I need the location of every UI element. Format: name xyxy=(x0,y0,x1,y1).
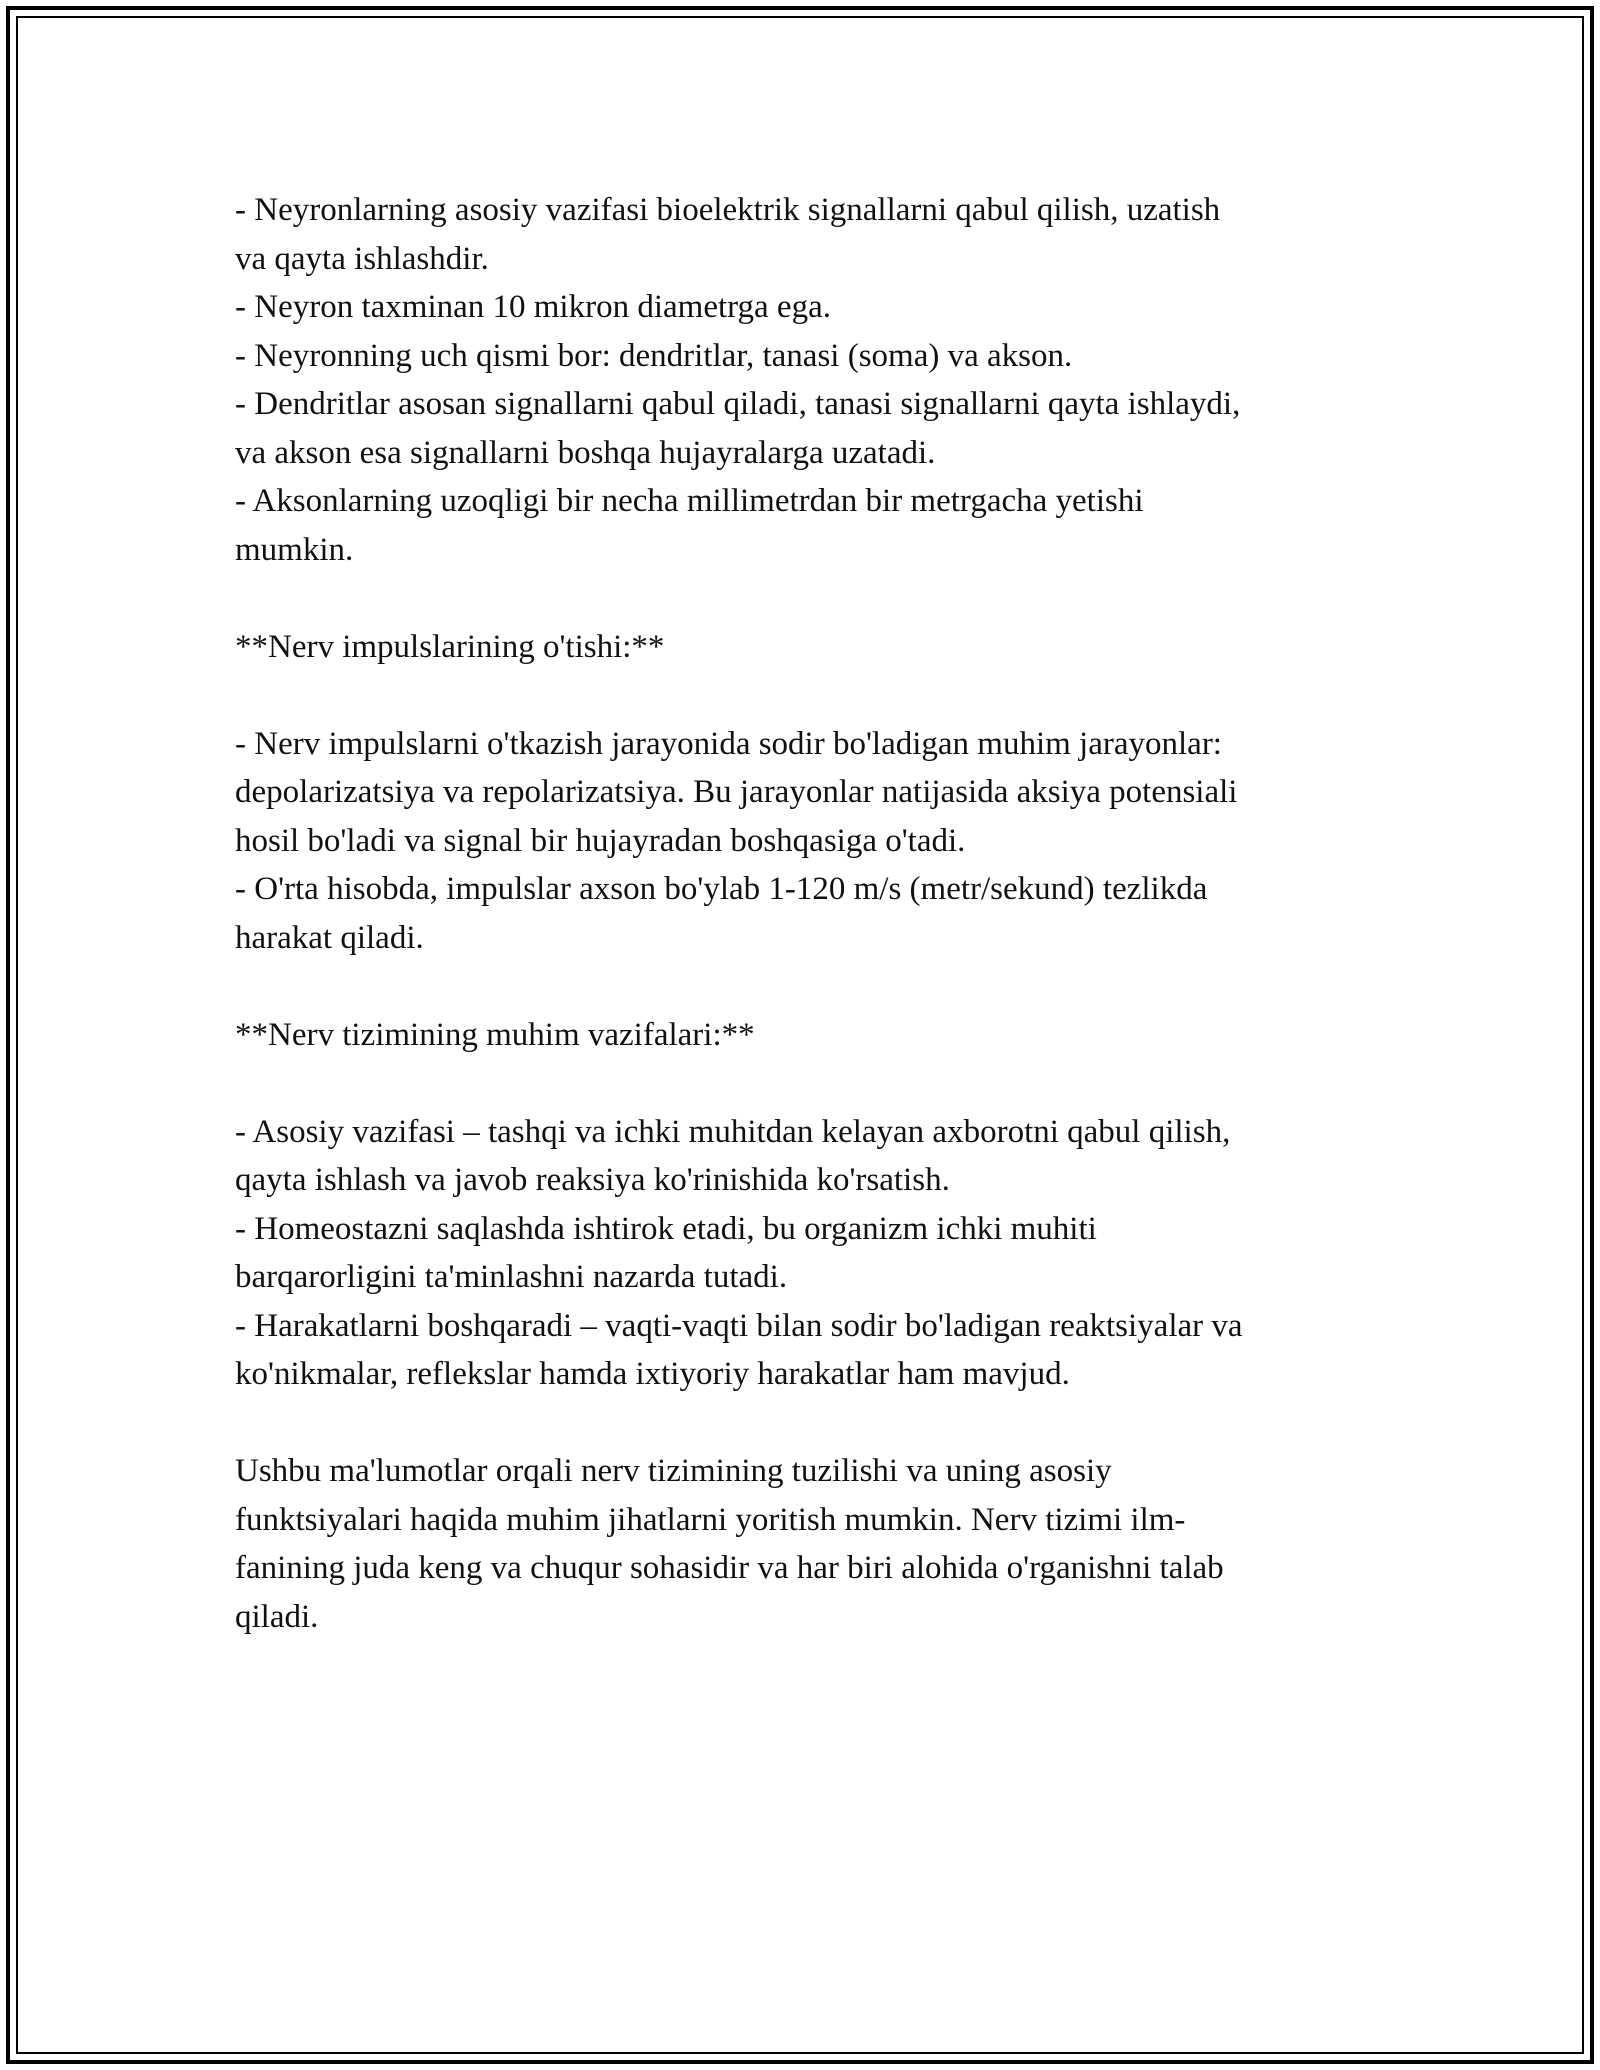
text-line: va akson esa signallarni boshqa hujayralarga uzatadi. xyxy=(235,434,936,471)
paragraph-spacer xyxy=(235,574,1375,623)
text-line: ko'nikmalar, reflekslar hamda ixtiyoriy harakatlar ham mavjud. xyxy=(235,1356,1070,1392)
paragraph-spacer xyxy=(235,1399,1375,1448)
text-line: mumkin. xyxy=(235,531,354,568)
conclusion-line: qiladi. xyxy=(235,1598,319,1635)
text-line: - Neyron taxminan 10 mikron diametrga ega. xyxy=(235,289,831,325)
text-line: - Harakatlarni boshqaradi – vaqti-vaqti bilan sodir bo'ladigan reaktsiyalar va xyxy=(235,1307,1243,1344)
paragraph-spacer xyxy=(235,671,1375,720)
paragraph-spacer xyxy=(235,1059,1375,1108)
text-line: qayta ishlash va javob reaksiya ko'rinishida ko'rsatish. xyxy=(235,1162,950,1198)
text-line: - Aksonlarning uzoqligi bir necha millimetrdan bir metrgacha yetishi xyxy=(235,483,1144,519)
text-line: - Neyronlarning asosiy vazifasi bioelektrik signallarni qabul qilish, uzatish xyxy=(235,192,1221,228)
text-line: va qayta ishlashdir. xyxy=(235,240,489,277)
text-line: harakat qiladi. xyxy=(235,919,424,956)
text-line: - Neyronning uch qismi bor: dendritlar, tanasi (soma) va akson. xyxy=(235,337,1073,374)
conclusion-line: funktsiyalari haqida muhim jihatlarni yoritish mumkin. Nerv tizimi ilm- xyxy=(235,1501,1186,1538)
conclusion-line: Ushbu ma'lumotlar orqali nerv tizimining tuzilishi va uning asosiy xyxy=(235,1453,1112,1489)
text-line: - Asosiy vazifasi – tashqi va ichki muhitdan kelayan axborotni qabul qilish, xyxy=(235,1113,1231,1150)
text-line: - Homeostazni saqlashda ishtirok etadi, bu organizm ichki muhiti xyxy=(235,1210,1097,1247)
document-body xyxy=(235,186,1375,1641)
section-heading-impulses: **Nerv impulslarining o'tishi:** xyxy=(235,628,665,665)
text-line: depolarizatsiya va repolarizatsiya. Bu jarayonlar natijasida aksiya potensiali xyxy=(235,774,1238,810)
text-line: - Dendritlar asosan signallarni qabul qiladi, tanasi signallarni qayta ishlaydi, xyxy=(235,386,1241,422)
text-line: barqarorligini ta'minlashni nazarda tutadi. xyxy=(235,1259,788,1295)
text-line: hosil bo'ladi va signal bir hujayradan boshqasiga o'tadi. xyxy=(235,822,966,859)
section-heading-functions: **Nerv tizimining muhim vazifalari:** xyxy=(235,1016,755,1053)
text-line: - Nerv impulslarni o'tkazish jarayonida sodir bo'ladigan muhim jarayonlar: xyxy=(235,725,1222,762)
paragraph-spacer xyxy=(235,962,1375,1011)
conclusion-line: fanining juda keng va chuqur sohasidir va har biri alohida o'rganishni talab xyxy=(235,1550,1224,1586)
text-line: - O'rta hisobda, impulslar axson bo'ylab 1-120 m/s (metr/sekund) tezlikda xyxy=(235,871,1208,907)
